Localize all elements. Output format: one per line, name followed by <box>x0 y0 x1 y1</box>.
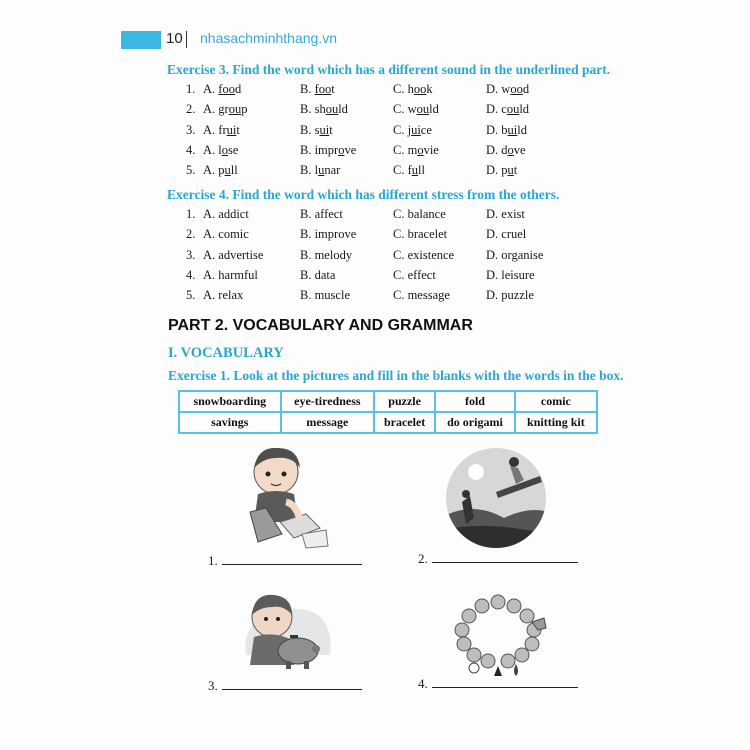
vocabulary-heading: I. VOCABULARY <box>168 345 284 361</box>
blank-line[interactable] <box>432 550 578 563</box>
option-d: D. cruel <box>486 227 527 242</box>
option-a: A. addict <box>203 207 249 221</box>
page-number: 10 <box>166 30 183 47</box>
option-b: B. affect <box>300 207 343 221</box>
option-d: D. dove <box>486 142 526 157</box>
option-a: A. pull <box>203 163 238 178</box>
option-b: B. lunar <box>300 163 341 178</box>
question-number: 4. <box>186 142 196 157</box>
option-c: C. existence <box>393 247 455 262</box>
vocab-exercise1-title: Exercise 1. Look at the pictures and fill in the blanks with the words in the box. <box>168 368 624 383</box>
blank-number: 2. <box>418 551 428 566</box>
answer-blank-1[interactable] <box>208 552 362 569</box>
answer-blank-3[interactable] <box>208 677 362 694</box>
word-box-cell: fold <box>435 391 515 412</box>
blank-number: 1. <box>208 553 218 568</box>
exercise-row <box>0 102 600 118</box>
blank-line[interactable] <box>222 552 362 565</box>
exercise-row <box>0 143 600 159</box>
word-box-cell: snowboarding <box>179 391 281 412</box>
exercise-row <box>0 227 600 243</box>
exercise-row <box>0 248 600 264</box>
option-a: A. food <box>203 82 242 96</box>
option-a: A. harmful <box>203 267 258 282</box>
blank-line[interactable] <box>222 677 362 690</box>
question-number: 2. <box>186 227 196 242</box>
option-d: D. could <box>486 102 530 117</box>
bracelet-illustration <box>452 592 548 678</box>
option-c: C. juice <box>393 122 432 137</box>
word-box-cell: eye-tiredness <box>281 391 375 412</box>
word-box-cell: knitting kit <box>515 412 597 433</box>
option-d: D. exist <box>486 207 525 221</box>
option-a: A. lose <box>203 142 239 157</box>
exercise-row <box>0 207 600 223</box>
question-number: 1. <box>186 82 196 96</box>
exercise-row <box>0 82 600 98</box>
snowboarding-illustration <box>444 446 548 550</box>
word-box-cell: do origami <box>435 412 515 433</box>
header-divider <box>186 31 187 48</box>
exercise-row <box>0 123 600 139</box>
answer-blank-4[interactable] <box>418 675 578 692</box>
word-box <box>178 390 598 434</box>
option-c: C. hook <box>393 82 433 96</box>
option-b: B. improve <box>300 142 357 157</box>
part2-heading: PART 2. VOCABULARY AND GRAMMAR <box>168 317 473 334</box>
answer-blank-2[interactable] <box>418 550 578 567</box>
option-b: B. should <box>300 102 348 117</box>
word-box-cell: message <box>281 412 375 433</box>
option-d: D. build <box>486 122 527 137</box>
option-d: D. leisure <box>486 267 535 282</box>
option-d: D. put <box>486 163 518 178</box>
header-accent-bar <box>121 31 161 49</box>
option-c: C. full <box>393 163 425 178</box>
option-a: A. group <box>203 102 248 117</box>
question-number: 5. <box>186 163 196 178</box>
exercise3-title: Exercise 3. Find the word which has a different sound in the underlined part. <box>167 62 611 77</box>
option-b: B. data <box>300 267 336 282</box>
option-d: D. wood <box>486 82 530 96</box>
option-b: B. melody <box>300 247 353 262</box>
question-number: 5. <box>186 288 196 303</box>
option-b: B. improve <box>300 227 357 242</box>
question-number: 3. <box>186 122 196 137</box>
option-a: A. fruit <box>203 122 240 137</box>
question-number: 4. <box>186 267 196 282</box>
exercise-row <box>0 163 600 179</box>
exercise-row <box>0 288 600 304</box>
origami-boy-illustration <box>236 442 336 550</box>
question-number: 1. <box>186 207 196 221</box>
option-c: C. balance <box>393 207 446 221</box>
word-box-row <box>179 391 597 412</box>
option-c: C. would <box>393 102 439 117</box>
option-c: C. effect <box>393 267 436 282</box>
word-box-cell: savings <box>179 412 281 433</box>
question-number: 3. <box>186 247 196 262</box>
word-box-cell: puzzle <box>374 391 435 412</box>
exercise4-title: Exercise 4. Find the word which has different stress from the others. <box>167 187 560 202</box>
savings-girl-illustration <box>238 585 338 671</box>
option-d: D. puzzle <box>486 288 534 303</box>
blank-number: 3. <box>208 678 218 693</box>
option-b: B. muscle <box>300 288 350 303</box>
site-name: nhasachminhthang.vn <box>200 30 337 46</box>
blank-line[interactable] <box>432 675 578 688</box>
exercise-row <box>0 268 600 284</box>
option-c: C. message <box>393 288 450 303</box>
option-a: A. relax <box>203 288 244 303</box>
word-box-cell: comic <box>515 391 597 412</box>
option-a: A. advertise <box>203 247 264 262</box>
option-c: C. bracelet <box>393 227 448 242</box>
blank-number: 4. <box>418 676 428 691</box>
option-b: B. foot <box>300 82 335 96</box>
option-b: B. suit <box>300 122 333 137</box>
word-box-row <box>179 412 597 433</box>
option-a: A. comic <box>203 227 249 242</box>
question-number: 2. <box>186 102 196 117</box>
option-c: C. movie <box>393 142 439 157</box>
word-box-cell: bracelet <box>374 412 435 433</box>
option-d: D. organise <box>486 247 544 262</box>
